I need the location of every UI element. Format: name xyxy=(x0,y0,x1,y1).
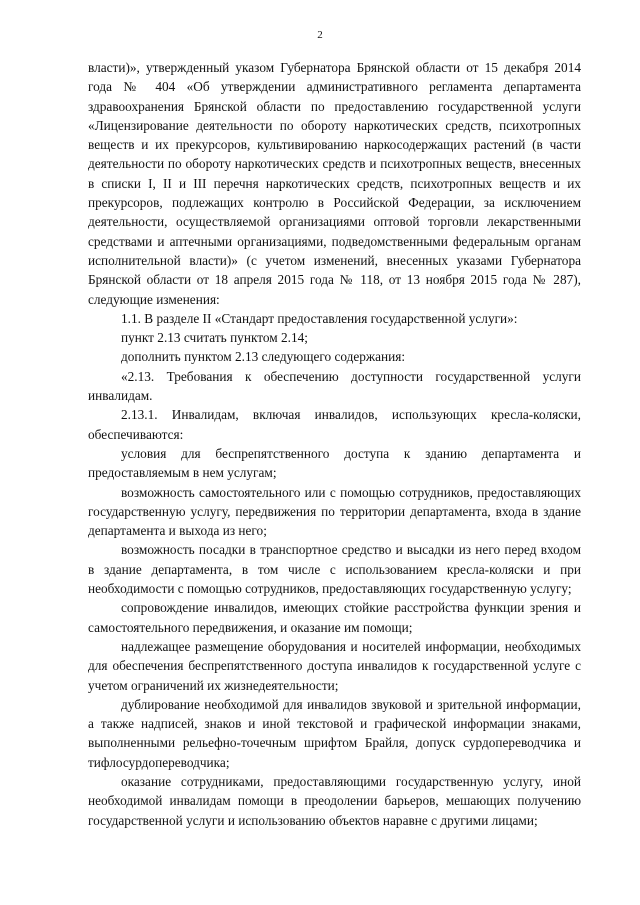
paragraph-movement-possibility: возможность самостоятельного или с помощью сотрудников, предоставляющих государственную услугу, передвижения по территории департамента, входа в здание департамента и выхода из него; xyxy=(88,484,581,539)
paragraph-equipment-placement: надлежащее размещение оборудования и носителей информации, необходимых для обеспечения беспрепятственного доступа инвалидов к государственной услуге с учетом ограничений их жизнедеятельности; xyxy=(88,638,581,693)
paragraph-staff-assistance: оказание сотрудниками, предоставляющими государственную услугу, иной необходимой инвалидам помощи в преодолении барьеров, мешающих получению государственной услуги и использованию объектов наравне с другими лицами; xyxy=(88,773,581,828)
paragraph-renumber-point: пункт 2.13 считать пунктом 2.14; xyxy=(121,330,308,346)
paragraph-point-2-13-1: 2.13.1. Инвалидам, включая инвалидов, использующих кресла-коляски, обеспечиваются: xyxy=(88,407,581,442)
paragraph-accompaniment: сопровождение инвалидов, имеющих стойкие расстройства функции зрения и самостоятельного передвижения, и оказание им помощи; xyxy=(88,600,581,635)
paragraph-preamble: власти)», утвержденный указом Губернатора Брянской области от 15 декабря 2014 года № 404 «Об утверждении административного регламента департамента здравоохранения Брянской области по предоставлению государственной услуги «Лицензирование деятельности по обороту наркотических средств, психотропных веществ и их прекурсоров, культивированию наркосодержащих растений (в части деятельности по обороту наркотических средств и психотропных веществ, внесенных в списки I, II и III перечня наркотических средств, психотропных веществ и их прекурсоров, подлежащих контролю в Российской Федерации, за исключением деятельности, осуществляемой организациями оптовой торговли лекарственными средствами и аптечными организациями, подведомственными федеральным органам исполнительной власти)» (с учетом изменений, внесенных указами Губернатора Брянской области от 18 апреля 2015 года № 118, от 13 ноября 2015 года № 287), следующие изменения: xyxy=(88,60,581,307)
paragraph-point-2-13: «2.13. Требования к обеспечению доступности государственной услуги инвалидам. xyxy=(88,368,581,404)
paragraph-information-duplication: дублирование необходимой для инвалидов звуковой и зрительной информации, а также надписей, знаков и иной текстовой и графической информации знаками, выполненными рельефно-точечным шрифтом Брайля, допуск сурдопереводчика и тифлосурдопереводчика; xyxy=(88,696,581,770)
paragraph-vehicle-boarding: возможность посадки в транспортное средство и высадки из него перед входом в здание департамента, в том числе с использованием кресла-коляски и при необходимости с помощью сотрудников, предоставляющих государственную услугу; xyxy=(88,542,581,597)
page-number: 2 xyxy=(317,29,323,41)
paragraph-add-point: дополнить пунктом 2.13 следующего содержания: xyxy=(121,349,406,365)
paragraph-section-ii-change: 1.1. В разделе II «Стандарт предоставления государственной услуги»: xyxy=(121,310,518,326)
document-body xyxy=(88,58,581,830)
paragraph-access-conditions: условия для беспрепятственного доступа к зданию департамента и предоставляемым в нем услугам; xyxy=(88,445,581,481)
